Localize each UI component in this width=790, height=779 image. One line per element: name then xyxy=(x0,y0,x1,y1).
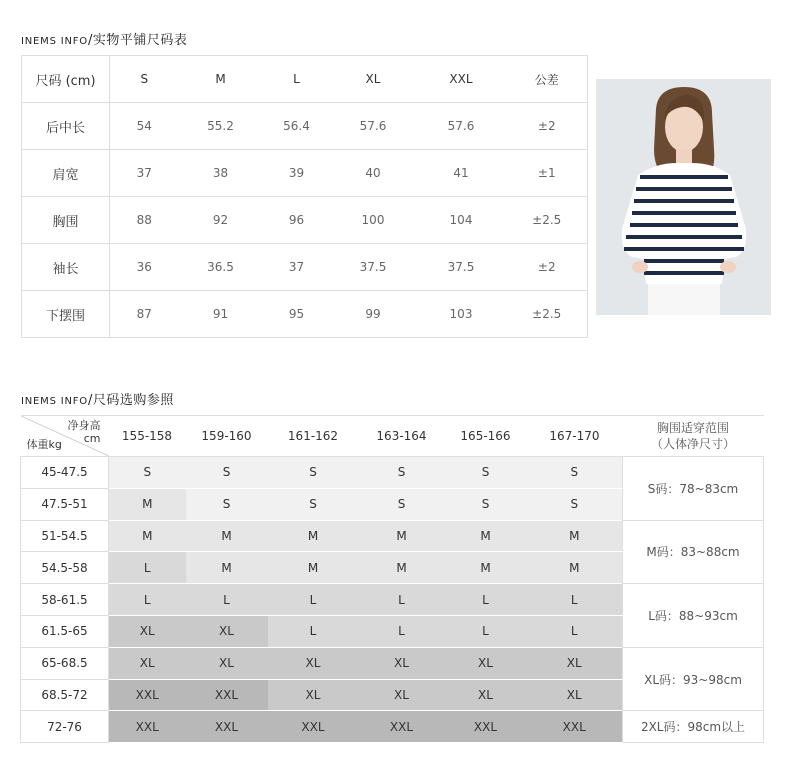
chest-range-subtitle: （人体净尺寸） xyxy=(650,437,735,451)
weight-range: 47.5-51 xyxy=(21,488,109,520)
measurement-value: 57.6 xyxy=(331,103,416,150)
recommended-size: L xyxy=(527,615,623,647)
size-row xyxy=(21,457,764,489)
measurement-value: 36 xyxy=(110,244,179,291)
recommended-size: L xyxy=(359,584,445,616)
size-guide-section-title xyxy=(21,389,174,408)
size-column-header: L xyxy=(263,56,331,103)
recommended-size: M xyxy=(109,520,186,552)
recommended-size: L xyxy=(527,584,623,616)
recommended-size: M xyxy=(268,520,359,552)
tolerance-value: ±1 xyxy=(507,150,588,197)
recommended-size: L xyxy=(359,615,445,647)
recommended-size: XL xyxy=(359,679,445,711)
brand-label: INEMS INFO xyxy=(21,396,88,407)
recommended-size: M xyxy=(359,552,445,584)
tolerance-value: ±2.5 xyxy=(507,291,588,338)
weight-range: 68.5-72 xyxy=(21,679,109,711)
recommended-size: S xyxy=(109,457,186,489)
recommended-size: XL xyxy=(527,679,623,711)
measurement-name: 肩宽 xyxy=(22,150,110,197)
model-striped-top-photo xyxy=(596,79,771,315)
weight-range: 51-54.5 xyxy=(21,520,109,552)
recommended-size: M xyxy=(186,552,268,584)
weight-range: 72-76 xyxy=(21,711,109,743)
section-title-text: /尺码选购参照 xyxy=(87,393,174,408)
weight-range: 54.5-58 xyxy=(21,552,109,584)
recommended-size: XL xyxy=(109,615,186,647)
measurement-value: 36.5 xyxy=(179,244,263,291)
recommended-size: M xyxy=(527,520,623,552)
recommended-size: XXL xyxy=(359,711,445,743)
recommended-size: XXL xyxy=(268,711,359,743)
recommended-size: XL xyxy=(186,647,268,679)
chest-range: M码：83~88cm xyxy=(623,520,764,584)
chest-range: S码：78~83cm xyxy=(623,457,764,521)
weight-label: 体重kg xyxy=(26,438,62,451)
recommended-size: M xyxy=(527,552,623,584)
measurement-name: 袖长 xyxy=(22,244,110,291)
measurement-value: 37.5 xyxy=(416,244,507,291)
recommended-size: XXL xyxy=(527,711,623,743)
recommended-size: S xyxy=(186,488,268,520)
measurement-value: 55.2 xyxy=(179,103,263,150)
size-column-header: XXL xyxy=(416,56,507,103)
measurement-value: 57.6 xyxy=(416,103,507,150)
height-header: 165-166 xyxy=(445,416,527,457)
recommended-size: S xyxy=(527,488,623,520)
chest-range: XL码：93~98cm xyxy=(623,647,764,711)
recommended-size: XXL xyxy=(186,679,268,711)
size-row xyxy=(21,520,764,552)
recommended-size: L xyxy=(445,615,527,647)
recommended-size: M xyxy=(109,488,186,520)
product-photo xyxy=(596,79,771,315)
measurement-value: 92 xyxy=(179,197,263,244)
weight-range: 58-61.5 xyxy=(21,584,109,616)
measure-header-row xyxy=(22,56,588,103)
height-label: 净身高 xyxy=(67,419,101,432)
brand-label: INEMS INFO xyxy=(21,36,88,47)
size-table-header xyxy=(21,416,764,457)
height-header: 163-164 xyxy=(359,416,445,457)
measurement-value: 40 xyxy=(331,150,416,197)
recommended-size: XL xyxy=(445,647,527,679)
measurement-value: 37 xyxy=(263,244,331,291)
weight-range: 65-68.5 xyxy=(21,647,109,679)
measurement-value: 56.4 xyxy=(263,103,331,150)
recommended-size: L xyxy=(268,615,359,647)
recommended-size: S xyxy=(359,488,445,520)
recommended-size: XXL xyxy=(186,711,268,743)
chest-range-header xyxy=(623,416,764,457)
recommended-size: S xyxy=(445,457,527,489)
recommended-size: M xyxy=(359,520,445,552)
recommended-size: XL xyxy=(109,647,186,679)
size-column-header: 公差 xyxy=(507,56,588,103)
size-row xyxy=(21,711,764,743)
chest-range: 2XL码：98cm以上 xyxy=(623,711,764,743)
measurement-value: 95 xyxy=(263,291,331,338)
measurement-value: 88 xyxy=(110,197,179,244)
recommended-size: M xyxy=(445,552,527,584)
recommended-size: XXL xyxy=(109,679,186,711)
measurement-value: 87 xyxy=(110,291,179,338)
measure-row xyxy=(22,197,588,244)
recommended-size: XL xyxy=(527,647,623,679)
size-recommendation-table xyxy=(20,415,764,743)
recommended-size: L xyxy=(109,552,186,584)
measurement-value: 41 xyxy=(416,150,507,197)
measurement-name: 胸围 xyxy=(22,197,110,244)
recommended-size: S xyxy=(445,488,527,520)
size-column-header: M xyxy=(179,56,263,103)
garment-measurement-table xyxy=(21,55,588,338)
recommended-size: L xyxy=(445,584,527,616)
measurement-value: 54 xyxy=(110,103,179,150)
recommended-size: M xyxy=(445,520,527,552)
measurement-value: 37.5 xyxy=(331,244,416,291)
recommended-size: XXL xyxy=(109,711,186,743)
measurement-value: 103 xyxy=(416,291,507,338)
weight-range: 61.5-65 xyxy=(21,615,109,647)
measure-row xyxy=(22,150,588,197)
tolerance-value: ±2 xyxy=(507,103,588,150)
height-header: 155-158 xyxy=(109,416,186,457)
recommended-size: S xyxy=(186,457,268,489)
tolerance-value: ±2 xyxy=(507,244,588,291)
measurement-value: 104 xyxy=(416,197,507,244)
recommended-size: XL xyxy=(186,615,268,647)
section-title-text: /实物平铺尺码表 xyxy=(87,33,188,48)
recommended-size: S xyxy=(268,457,359,489)
measurement-value: 91 xyxy=(179,291,263,338)
size-row xyxy=(21,647,764,679)
size-row xyxy=(21,584,764,616)
recommended-size: XL xyxy=(268,647,359,679)
recommended-size: M xyxy=(268,552,359,584)
recommended-size: XL xyxy=(445,679,527,711)
measurement-value: 38 xyxy=(179,150,263,197)
size-column-header: S xyxy=(110,56,179,103)
measure-row xyxy=(22,291,588,338)
recommended-size: XL xyxy=(359,647,445,679)
recommended-size: XXL xyxy=(445,711,527,743)
recommended-size: S xyxy=(359,457,445,489)
measurement-value: 96 xyxy=(263,197,331,244)
size-column-header: XL xyxy=(331,56,416,103)
height-unit: cm xyxy=(83,432,101,445)
measurement-section-title xyxy=(21,29,187,48)
measurement-value: 37 xyxy=(110,150,179,197)
chest-range-title: 胸围适穿范围 xyxy=(656,421,729,435)
size-unit-header: 尺码 (cm) xyxy=(22,56,110,103)
weight-range: 45-47.5 xyxy=(21,457,109,489)
recommended-size: S xyxy=(527,457,623,489)
measurement-value: 39 xyxy=(263,150,331,197)
height-header: 167-170 xyxy=(527,416,623,457)
height-header: 161-162 xyxy=(268,416,359,457)
measure-row xyxy=(22,244,588,291)
measurement-name: 下摆围 xyxy=(22,291,110,338)
recommended-size: M xyxy=(186,520,268,552)
recommended-size: S xyxy=(268,488,359,520)
measurement-name: 后中长 xyxy=(22,103,110,150)
chest-range: L码：88~93cm xyxy=(623,584,764,648)
measurement-value: 99 xyxy=(331,291,416,338)
measure-row xyxy=(22,103,588,150)
measurement-value: 100 xyxy=(331,197,416,244)
corner-header xyxy=(21,416,109,457)
recommended-size: L xyxy=(186,584,268,616)
recommended-size: L xyxy=(109,584,186,616)
height-header: 159-160 xyxy=(186,416,268,457)
tolerance-value: ±2.5 xyxy=(507,197,588,244)
recommended-size: L xyxy=(268,584,359,616)
recommended-size: XL xyxy=(268,679,359,711)
